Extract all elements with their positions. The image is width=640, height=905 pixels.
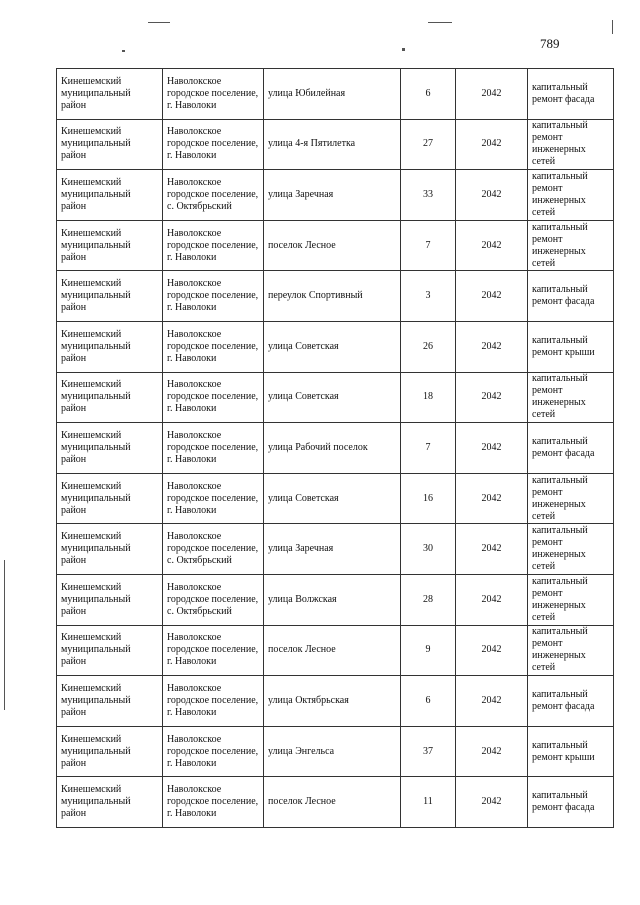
- scan-artifact: [428, 22, 452, 23]
- street-cell: поселок Лесное: [264, 220, 401, 271]
- year-cell: 2042: [456, 69, 528, 120]
- settlement-cell: Наволокское городское поселение, г. Наволоки: [163, 473, 264, 524]
- street-cell: улица Советская: [264, 372, 401, 423]
- street-cell: улица Энгельса: [264, 726, 401, 777]
- street-cell: улица Заречная: [264, 170, 401, 221]
- year-cell: 2042: [456, 726, 528, 777]
- table-row: [57, 423, 614, 474]
- house-number-cell: 27: [401, 119, 456, 170]
- district-cell: Кинешемский муниципальный район: [57, 220, 163, 271]
- year-cell: 2042: [456, 372, 528, 423]
- district-cell: Кинешемский муниципальный район: [57, 473, 163, 524]
- district-cell: Кинешемский муниципальный район: [57, 69, 163, 120]
- settlement-cell: Наволокское городское поселение, г. Наволоки: [163, 777, 264, 828]
- page-number: 789: [540, 36, 560, 51]
- settlement-cell: Наволокское городское поселение, г. Наволоки: [163, 372, 264, 423]
- table-row: [57, 170, 614, 221]
- work-type-cell: капитальный ремонт инженерных сетей: [528, 473, 614, 524]
- settlement-cell: Наволокское городское поселение, г. Наволоки: [163, 271, 264, 322]
- work-type-cell: капитальный ремонт фасада: [528, 676, 614, 727]
- house-number-cell: 33: [401, 170, 456, 221]
- house-number-cell: 37: [401, 726, 456, 777]
- year-cell: 2042: [456, 777, 528, 828]
- district-cell: Кинешемский муниципальный район: [57, 271, 163, 322]
- year-cell: 2042: [456, 524, 528, 575]
- work-type-cell: капитальный ремонт инженерных сетей: [528, 574, 614, 625]
- work-type-cell: капитальный ремонт фасада: [528, 271, 614, 322]
- table-row: [57, 69, 614, 120]
- table-row: [57, 726, 614, 777]
- house-number-cell: 26: [401, 321, 456, 372]
- table-row: [57, 676, 614, 727]
- table-row: [57, 473, 614, 524]
- table-row: [57, 271, 614, 322]
- settlement-cell: Наволокское городское поселение, с. Октябрьский: [163, 170, 264, 221]
- year-cell: 2042: [456, 423, 528, 474]
- work-type-cell: капитальный ремонт крыши: [528, 726, 614, 777]
- street-cell: улица Волжская: [264, 574, 401, 625]
- settlement-cell: Наволокское городское поселение, г. Наволоки: [163, 423, 264, 474]
- district-cell: Кинешемский муниципальный район: [57, 625, 163, 676]
- district-cell: Кинешемский муниципальный район: [57, 726, 163, 777]
- table-row: [57, 119, 614, 170]
- year-cell: 2042: [456, 625, 528, 676]
- year-cell: 2042: [456, 119, 528, 170]
- house-number-cell: 6: [401, 69, 456, 120]
- work-type-cell: капитальный ремонт инженерных сетей: [528, 524, 614, 575]
- street-cell: улица Заречная: [264, 524, 401, 575]
- work-type-cell: капитальный ремонт инженерных сетей: [528, 372, 614, 423]
- house-number-cell: 16: [401, 473, 456, 524]
- table-row: [57, 524, 614, 575]
- district-cell: Кинешемский муниципальный район: [57, 423, 163, 474]
- district-cell: Кинешемский муниципальный район: [57, 119, 163, 170]
- year-cell: 2042: [456, 170, 528, 221]
- house-number-cell: 9: [401, 625, 456, 676]
- settlement-cell: Наволокское городское поселение, г. Наволоки: [163, 321, 264, 372]
- house-number-cell: 3: [401, 271, 456, 322]
- house-number-cell: 30: [401, 524, 456, 575]
- settlement-cell: Наволокское городское поселение, г. Наволоки: [163, 119, 264, 170]
- year-cell: 2042: [456, 574, 528, 625]
- district-cell: Кинешемский муниципальный район: [57, 524, 163, 575]
- work-type-cell: капитальный ремонт крыши: [528, 321, 614, 372]
- work-type-cell: капитальный ремонт инженерных сетей: [528, 220, 614, 271]
- scan-artifact: [402, 48, 405, 51]
- street-cell: переулок Спортивный: [264, 271, 401, 322]
- house-number-cell: 18: [401, 372, 456, 423]
- year-cell: 2042: [456, 220, 528, 271]
- street-cell: улица Октябрьская: [264, 676, 401, 727]
- settlement-cell: Наволокское городское поселение, с. Октябрьский: [163, 524, 264, 575]
- work-type-cell: капитальный ремонт инженерных сетей: [528, 170, 614, 221]
- year-cell: 2042: [456, 321, 528, 372]
- work-type-cell: капитальный ремонт фасада: [528, 777, 614, 828]
- table-row: [57, 220, 614, 271]
- scan-artifact: [148, 22, 170, 23]
- work-type-cell: капитальный ремонт фасада: [528, 423, 614, 474]
- settlement-cell: Наволокское городское поселение, г. Наволоки: [163, 625, 264, 676]
- settlement-cell: Наволокское городское поселение, г. Наволоки: [163, 220, 264, 271]
- work-type-cell: капитальный ремонт инженерных сетей: [528, 119, 614, 170]
- street-cell: поселок Лесное: [264, 625, 401, 676]
- year-cell: 2042: [456, 676, 528, 727]
- settlement-cell: Наволокское городское поселение, с. Октябрьский: [163, 574, 264, 625]
- district-cell: Кинешемский муниципальный район: [57, 372, 163, 423]
- table-row: [57, 372, 614, 423]
- year-cell: 2042: [456, 473, 528, 524]
- street-cell: улица Рабочий поселок: [264, 423, 401, 474]
- street-cell: улица 4-я Пятилетка: [264, 119, 401, 170]
- table-row: [57, 777, 614, 828]
- housing-repair-table: [56, 68, 614, 828]
- table-row: [57, 574, 614, 625]
- table-row: [57, 625, 614, 676]
- house-number-cell: 6: [401, 676, 456, 727]
- settlement-cell: Наволокское городское поселение, г. Наволоки: [163, 69, 264, 120]
- district-cell: Кинешемский муниципальный район: [57, 321, 163, 372]
- street-cell: улица Советская: [264, 473, 401, 524]
- house-number-cell: 11: [401, 777, 456, 828]
- scan-artifact: [122, 50, 125, 52]
- street-cell: улица Советская: [264, 321, 401, 372]
- district-cell: Кинешемский муниципальный район: [57, 574, 163, 625]
- settlement-cell: Наволокское городское поселение, г. Наволоки: [163, 676, 264, 727]
- year-cell: 2042: [456, 271, 528, 322]
- district-cell: Кинешемский муниципальный район: [57, 170, 163, 221]
- district-cell: Кинешемский муниципальный район: [57, 777, 163, 828]
- scan-artifact: [612, 20, 613, 34]
- settlement-cell: Наволокское городское поселение, г. Наволоки: [163, 726, 264, 777]
- scan-artifact: [4, 560, 5, 710]
- work-type-cell: капитальный ремонт инженерных сетей: [528, 625, 614, 676]
- table-body: [57, 69, 614, 828]
- house-number-cell: 7: [401, 220, 456, 271]
- district-cell: Кинешемский муниципальный район: [57, 676, 163, 727]
- work-type-cell: капитальный ремонт фасада: [528, 69, 614, 120]
- house-number-cell: 7: [401, 423, 456, 474]
- street-cell: улица Юбилейная: [264, 69, 401, 120]
- table-row: [57, 321, 614, 372]
- street-cell: поселок Лесное: [264, 777, 401, 828]
- house-number-cell: 28: [401, 574, 456, 625]
